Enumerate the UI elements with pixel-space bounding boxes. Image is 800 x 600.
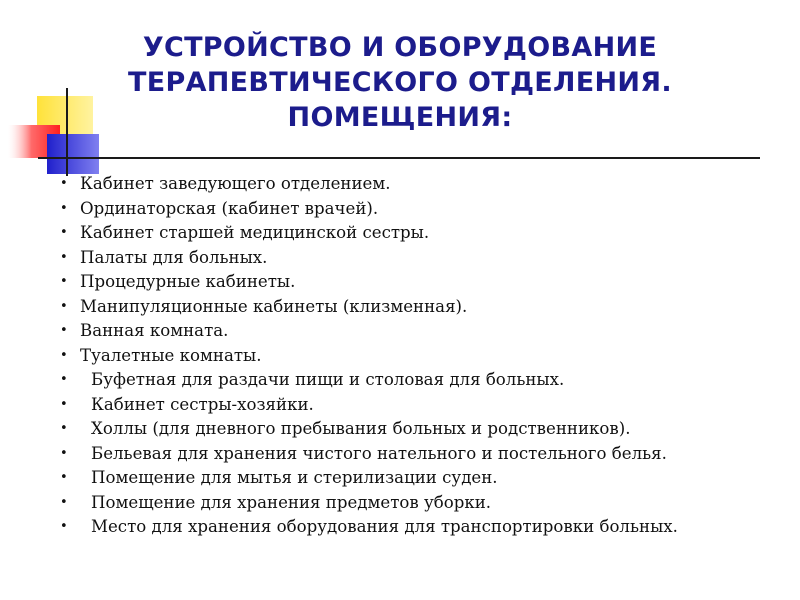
bullet-icon: • [60, 323, 68, 338]
list-item [60, 417, 760, 442]
list-item-text: Помещение для мытья и стерилизации суден. [91, 468, 498, 487]
list-item [60, 515, 760, 540]
bullet-icon: • [60, 421, 68, 436]
slide-title [90, 30, 710, 135]
bullet-icon: • [60, 249, 68, 265]
list-item-text: Ординаторская (кабинет врачей). [80, 198, 379, 218]
list-item [60, 295, 760, 320]
title-line-2: ТЕРАПЕВТИЧЕСКОГО ОТДЕЛЕНИЯ. [128, 67, 672, 98]
horizontal-rule [38, 157, 760, 159]
list-item-text: Бельевая для хранения чистого нательного и постельного белья. [91, 443, 667, 463]
list-item [60, 491, 760, 516]
title-line-1: УСТРОЙСТВО И ОБОРУДОВАНИЕ [142, 32, 658, 63]
list-item [60, 270, 760, 295]
bullet-icon: • [60, 200, 68, 216]
bullet-icon: • [60, 396, 68, 412]
list-item [60, 319, 760, 344]
bullet-icon: • [60, 445, 68, 461]
list-item [60, 368, 760, 393]
list-item-text: Буфетная для раздачи пищи и столовая для больных. [91, 370, 565, 389]
list-item [60, 246, 760, 271]
list-item-text: Кабинет старшей медицинской сестры. [80, 223, 430, 242]
list-item [60, 197, 760, 222]
bullet-icon: • [60, 470, 68, 485]
bullet-icon: • [60, 494, 68, 510]
list-item-text: Палаты для больных. [80, 247, 268, 267]
bullet-icon: • [60, 347, 68, 363]
bullet-icon: • [60, 519, 68, 534]
list-item-text: Манипуляционные кабинеты (клизменная). [80, 296, 468, 316]
list-item-text: Холлы (для дневного пребывания больных и родственников). [91, 419, 631, 438]
bullet-icon: • [60, 274, 68, 289]
bullet-icon: • [60, 176, 68, 191]
list-item-text: Туалетные комнаты. [80, 345, 262, 365]
list-item-text: Помещение для хранения предметов уборки. [91, 492, 492, 512]
list-item-text: Место для хранения оборудования для транспортировки больных. [91, 517, 678, 536]
list-item [60, 393, 760, 418]
bullet-icon: • [60, 298, 68, 314]
list-item-text: Кабинет сестры-хозяйки. [91, 394, 314, 414]
blue-square [47, 134, 99, 174]
bullet-icon: • [60, 225, 68, 240]
list-item [60, 466, 760, 491]
title-line-3: ПОМЕЩЕНИЯ: [287, 102, 513, 133]
list-item [60, 442, 760, 467]
rooms-list [60, 172, 760, 540]
list-item-text: Ванная комната. [80, 321, 229, 340]
list-item [60, 344, 760, 369]
list-item [60, 172, 760, 197]
list-item-text: Кабинет заведующего отделением. [80, 174, 391, 193]
list-item [60, 221, 760, 246]
bullet-icon: • [60, 372, 68, 387]
list-item-text: Процедурные кабинеты. [80, 272, 296, 291]
